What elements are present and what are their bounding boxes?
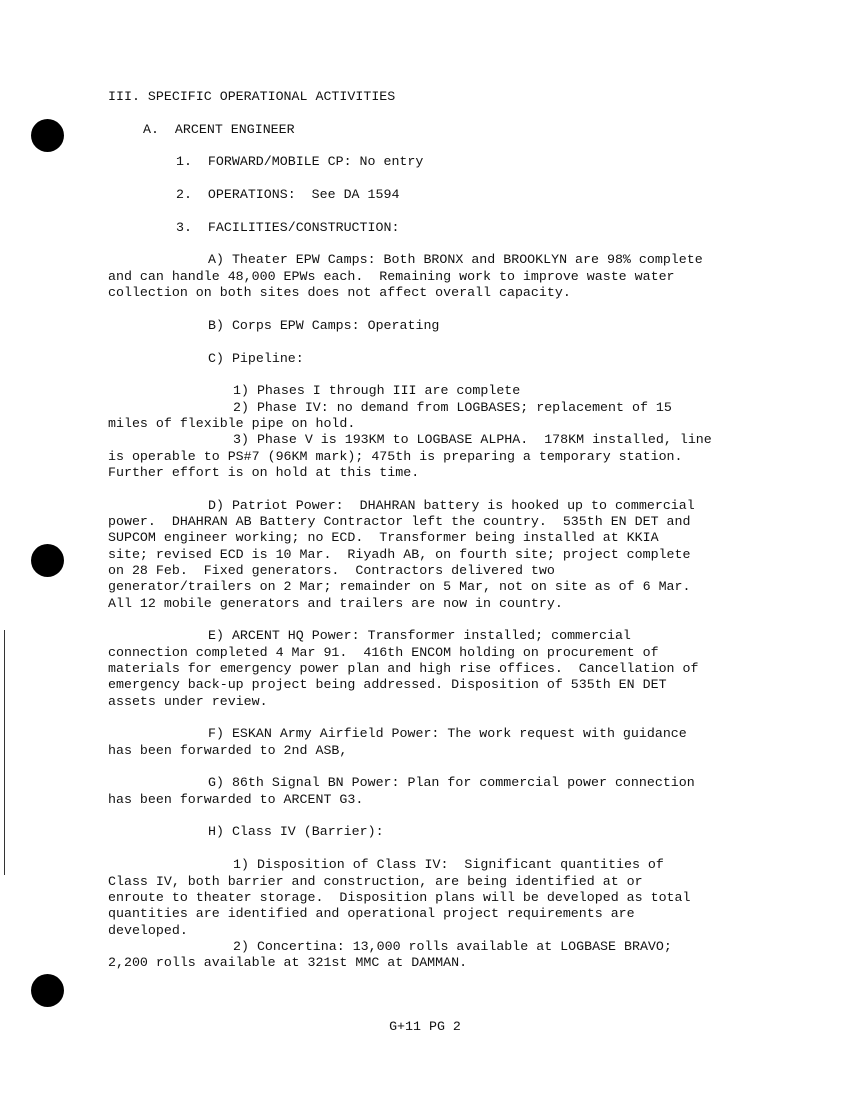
text-line: has been forwarded to ARCENT G3. [108, 791, 364, 807]
text-line: 2) Concertina: 13,000 rolls available at LOGBASE BRAVO; [233, 938, 672, 954]
text-line: Further effort is on hold at this time. [108, 464, 420, 480]
document-body [0, 89, 850, 972]
text-line: 2,200 rolls available at 321st MMC at DAMMAN. [108, 955, 468, 971]
text-line: enroute to theater storage. Disposition plans will be developed as total [108, 889, 691, 905]
section-title: III. SPECIFIC OPERATIONAL ACTIVITIES [108, 89, 396, 104]
text-line: generator/trailers on 2 Mar; remainder on 5 Mar, not on site as of 6 Mar. [108, 579, 691, 595]
text-line: is operable to PS#7 (96KM mark); 475th is preparing a temporary station. [108, 448, 683, 464]
text-line: has been forwarded to 2nd ASB, [108, 742, 348, 758]
text-line: emergency back-up project being addressed. Disposition of 535th EN DET [108, 677, 667, 693]
text-line: D) Patriot Power: DHAHRAN battery is hooked up to commercial [208, 497, 695, 513]
text-line: C) Pipeline: [208, 350, 304, 366]
text-line: 1. FORWARD/MOBILE CP: No entry [176, 154, 424, 170]
text-line: developed. [108, 922, 188, 938]
blank-line [0, 759, 850, 775]
text-line: H) Class IV (Barrier): [208, 824, 384, 840]
blank-line [0, 710, 850, 726]
text-line: B) Corps EPW Camps: Operating [208, 317, 440, 333]
text-line: 2) Phase IV: no demand from LOGBASES; replacement of 15 [233, 399, 672, 415]
blank-line [0, 841, 850, 857]
text-line: G) 86th Signal BN Power: Plan for commercial power connection [208, 775, 695, 791]
punch-hole-icon [31, 974, 64, 1007]
blank-line [0, 301, 850, 317]
text-line: connection completed 4 Mar 91. 416th ENCOM holding on procurement of [108, 644, 659, 660]
text-line: 1) Disposition of Class IV: Significant quantities of [233, 857, 664, 873]
blank-line [0, 236, 850, 252]
text-line: collection on both sites does not affect overall capacity. [108, 285, 571, 301]
blank-line [0, 481, 850, 497]
text-line: SUPCOM engineer working; no ECD. Transformer being installed at KKIA [108, 530, 659, 546]
text-line: E) ARCENT HQ Power: Transformer installed; commercial [208, 628, 631, 644]
text-line: A. ARCENT ENGINEER [143, 121, 295, 137]
page-footer: G+11 PG 2 [389, 1019, 461, 1034]
text-line: F) ESKAN Army Airfield Power: The work request with guidance [208, 726, 687, 742]
blank-line [0, 334, 850, 350]
text-line: on 28 Feb. Fixed generators. Contractors delivered two [108, 562, 555, 578]
text-line: quantities are identified and operational project requirements are [108, 906, 635, 922]
text-line: 1) Phases I through III are complete [233, 383, 521, 399]
text-line: assets under review. [108, 693, 268, 709]
blank-line [0, 203, 850, 219]
text-line: and can handle 48,000 EPWs each. Remaining work to improve waste water [108, 268, 675, 284]
text-line: 2. OPERATIONS: See DA 1594 [176, 187, 400, 203]
text-line: Class IV, both barrier and construction, are being identified at or [108, 873, 643, 889]
blank-line [0, 808, 850, 824]
text-line: power. DHAHRAN AB Battery Contractor left the country. 535th EN DET and [108, 513, 691, 529]
text-line: 3) Phase V is 193KM to LOGBASE ALPHA. 178KM installed, line [233, 432, 712, 448]
text-line: materials for emergency power plan and high rise offices. Cancellation of [108, 661, 699, 677]
blank-line [0, 171, 850, 187]
text-line: miles of flexible pipe on hold. [108, 415, 356, 431]
text-line: All 12 mobile generators and trailers are now in country. [108, 595, 563, 611]
text-line: 3. FACILITIES/CONSTRUCTION: [176, 219, 400, 235]
text-line: site; revised ECD is 10 Mar. Riyadh AB, on fourth site; project complete [108, 546, 691, 562]
blank-line [0, 105, 850, 121]
blank-line [0, 612, 850, 628]
text-line: A) Theater EPW Camps: Both BRONX and BROOKLYN are 98% complete [208, 252, 703, 268]
blank-line [0, 367, 850, 383]
blank-line [0, 138, 850, 154]
